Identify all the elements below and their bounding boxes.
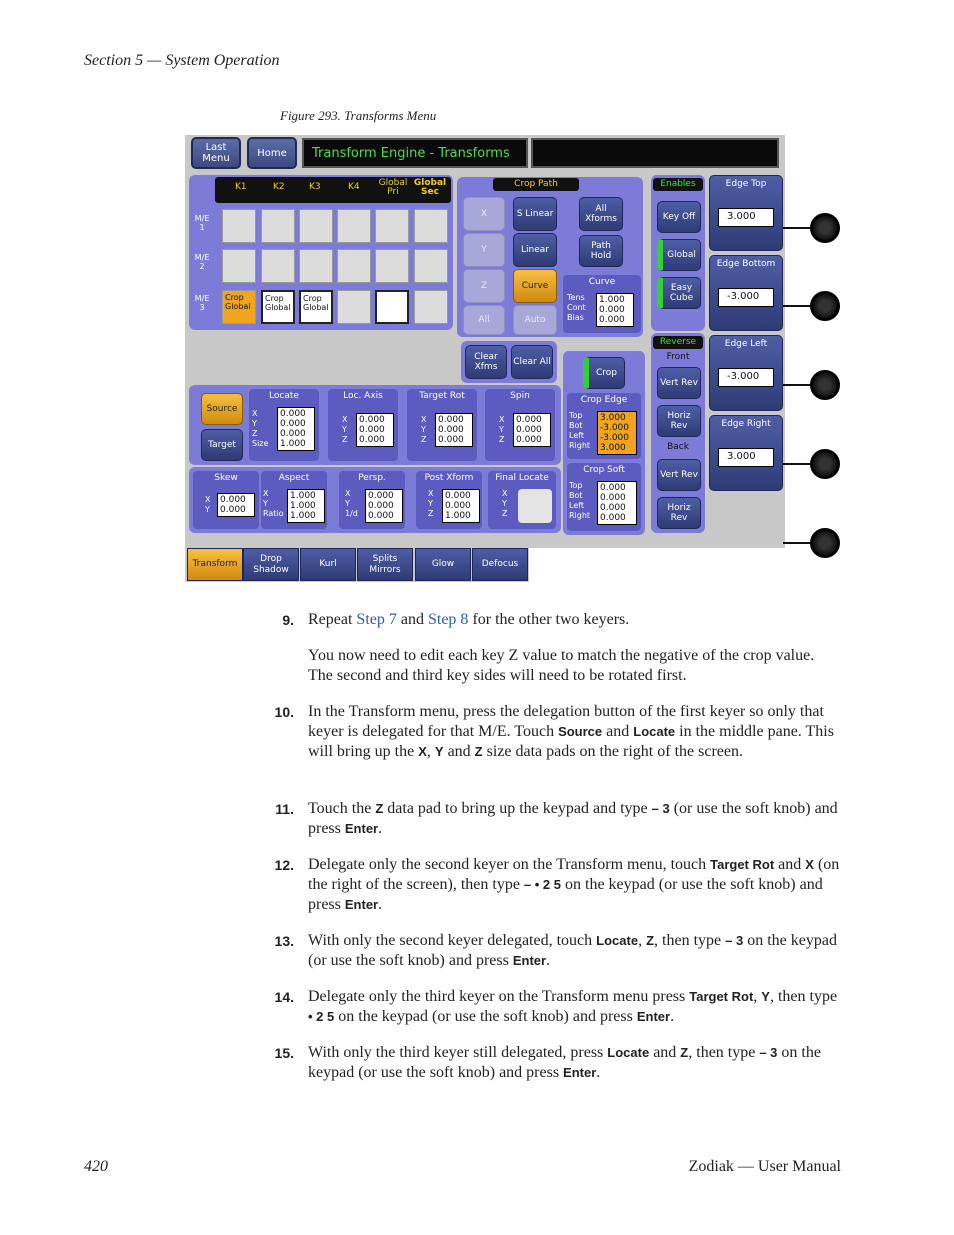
delegate-cell[interactable] xyxy=(414,249,448,283)
loc-axis-z: 0.000 xyxy=(359,435,385,445)
delegate-cell[interactable] xyxy=(337,290,371,324)
key-off-button[interactable]: Key Off xyxy=(657,201,701,233)
target-rot-x: 0.000 xyxy=(438,415,464,425)
delegate-cell[interactable] xyxy=(299,209,333,243)
text: With only the second keyer delegated, touch xyxy=(308,932,597,949)
skew-group[interactable] xyxy=(193,471,259,529)
crop-edge-value-box[interactable] xyxy=(597,411,637,455)
aspect-x: 1.000 xyxy=(290,491,316,501)
crop-path-label: Crop Path xyxy=(493,178,579,191)
delegate-cell[interactable] xyxy=(414,209,448,243)
edge-left-pad[interactable] xyxy=(709,335,783,411)
spin-x: 0.000 xyxy=(516,415,542,425)
axis-y: Y xyxy=(428,499,433,508)
text: , xyxy=(638,932,647,949)
tab-kurl[interactable]: Kurl xyxy=(300,548,356,581)
ui-term: X xyxy=(805,857,814,872)
target-rot-title: Target Rot xyxy=(419,391,465,401)
ui-term: Y xyxy=(761,989,770,1004)
persp-group[interactable] xyxy=(339,471,405,529)
ui-term: • 2 5 xyxy=(308,1009,335,1024)
ui-term: Enter xyxy=(563,1065,597,1080)
edge-left-label: Edge Left xyxy=(724,339,768,349)
locate-size: 1.000 xyxy=(280,439,306,449)
bot-label: Bot xyxy=(569,421,583,430)
text: In the Transform menu, press the delegation button of the first keyer so only that keyer is delegated for that M/E. Touch xyxy=(308,703,824,740)
text: in the middle pane. This will bring up the xyxy=(308,723,834,760)
loc-axis-x: 0.000 xyxy=(359,415,385,425)
front-label: Front xyxy=(666,352,690,362)
cont-value: 0.000 xyxy=(599,305,625,315)
crop-soft-title: Crop Soft xyxy=(583,465,625,475)
back-horiz-rev-button[interactable]: Horiz Rev xyxy=(657,497,701,529)
ui-term: Target Rot xyxy=(710,857,775,872)
text: Repeat xyxy=(308,611,357,628)
axis-z: Z xyxy=(499,435,505,444)
soft-knob-icon[interactable] xyxy=(810,528,840,558)
delegate-cell-me3-global-pri[interactable] xyxy=(375,290,409,324)
ui-term: Z xyxy=(680,1045,689,1060)
loc-axis-y: 0.000 xyxy=(359,425,385,435)
knob-leader-line xyxy=(783,227,813,229)
edge-left-value: -3.000 xyxy=(718,368,774,387)
keyer-label-k3: K3 xyxy=(309,182,321,192)
back-vert-rev-button[interactable]: Vert Rev xyxy=(657,459,701,491)
ui-term: Target Rot xyxy=(689,989,754,1004)
delegate-cell-me3-k3[interactable] xyxy=(299,290,333,324)
ui-term: Y xyxy=(434,744,444,759)
ui-term: X xyxy=(418,744,427,759)
post-xform-value-box[interactable] xyxy=(442,489,480,523)
final-locate-title: Final Locate xyxy=(495,473,549,483)
easy-cube-button[interactable]: Easy Cube xyxy=(657,277,701,309)
right-label: Right xyxy=(569,441,591,450)
top-label: Top xyxy=(569,481,583,490)
step-number: 14. xyxy=(274,989,294,1005)
manual-title: Zodiak — User Manual xyxy=(688,1158,841,1175)
axis-z: Z xyxy=(428,509,434,518)
axis-z: Z xyxy=(502,509,508,518)
step-text xyxy=(308,987,840,1027)
crop-button[interactable]: Crop xyxy=(583,357,625,389)
bias-label: Bias xyxy=(567,313,584,322)
cell-label: Crop Global xyxy=(265,294,291,312)
text: on the keypad (or use the soft knob) and press xyxy=(308,876,823,913)
text: , then type xyxy=(769,988,838,1005)
post-xform-group[interactable] xyxy=(416,471,482,529)
text: (or use the soft knob) and press xyxy=(308,800,838,837)
text: , then type xyxy=(654,932,726,949)
edge-bottom-value: -3.000 xyxy=(718,288,774,307)
text: and xyxy=(396,611,428,628)
locate-group[interactable] xyxy=(249,389,319,461)
crop-soft-bot: 0.000 xyxy=(600,493,626,503)
ui-term: Enter xyxy=(512,953,547,968)
step-text xyxy=(308,855,840,915)
source-button[interactable]: Source xyxy=(201,393,243,425)
cell-label: Crop Global xyxy=(303,294,329,312)
ui-term: Enter xyxy=(344,897,379,912)
step-text xyxy=(308,931,840,971)
path-z-button[interactable]: Z xyxy=(463,269,505,303)
loc-axis-title: Loc. Axis xyxy=(343,391,383,401)
axis-y: Y xyxy=(499,425,504,434)
post-xform-title: Post Xform xyxy=(424,473,474,483)
step-7-link[interactable]: Step 7 xyxy=(356,611,397,628)
keyer-label-k1: K1 xyxy=(235,182,247,192)
crop-edge-group xyxy=(567,393,641,459)
target-rot-y: 0.000 xyxy=(438,425,464,435)
text: Delegate only the third keyer on the Transform menu press xyxy=(308,988,690,1005)
axis-z: Z xyxy=(342,435,348,444)
cell-label: Crop Global xyxy=(225,293,251,311)
target-rot-value-box[interactable] xyxy=(435,413,473,447)
edge-top-pad[interactable] xyxy=(709,175,783,251)
keyer-header-strip xyxy=(215,177,451,203)
skew-value-box[interactable] xyxy=(217,493,255,517)
aspect-ratio: 1.000 xyxy=(290,511,316,521)
auto-button[interactable]: Auto xyxy=(513,305,557,335)
path-all-button[interactable]: All xyxy=(463,305,505,335)
ui-term: Enter xyxy=(344,821,379,836)
transforms-menu-screen xyxy=(185,135,785,582)
step-number: 11. xyxy=(275,801,294,817)
aspect-y: 1.000 xyxy=(290,501,316,511)
axis-x: X xyxy=(342,415,348,424)
crop-soft-group xyxy=(567,463,641,531)
soft-knob-icon[interactable] xyxy=(810,370,840,400)
step-text xyxy=(308,610,840,630)
post-xform-y: 0.000 xyxy=(445,501,471,511)
persp-y: 0.000 xyxy=(368,501,394,511)
axis-x: X xyxy=(421,415,427,424)
edge-bottom-label: Edge Bottom xyxy=(716,259,776,269)
curve-group-title: Curve xyxy=(588,277,616,287)
text: on the keypad (or use the soft knob) and press xyxy=(334,1008,637,1025)
ui-term: Locate xyxy=(633,724,676,739)
axis-y: Y xyxy=(421,425,426,434)
tab-drop-shadow[interactable]: Drop Shadow xyxy=(243,548,299,581)
step-number: 15. xyxy=(274,1045,294,1061)
aspect-value-box[interactable] xyxy=(287,489,325,523)
delegate-cell[interactable] xyxy=(414,290,448,324)
back-label: Back xyxy=(667,442,689,452)
skew-y: 0.000 xyxy=(220,505,246,515)
axis-x: X xyxy=(252,409,258,418)
step-number: 13. xyxy=(274,933,294,949)
edge-top-value: 3.000 xyxy=(718,208,774,227)
ui-term: Enter xyxy=(636,1009,671,1024)
screen-bottom-margin xyxy=(529,548,785,582)
knob-leader-line xyxy=(783,305,813,307)
ui-term: Locate xyxy=(607,1045,650,1060)
locate-y: 0.000 xyxy=(280,419,306,429)
axis-y: Y xyxy=(252,419,257,428)
last-menu-button[interactable]: Last Menu xyxy=(191,137,241,169)
knob-leader-line xyxy=(783,463,813,465)
tab-transform[interactable]: Transform xyxy=(187,548,243,581)
tcb-value-box[interactable] xyxy=(596,293,634,327)
post-xform-z: 1.000 xyxy=(445,511,471,521)
tab-defocus[interactable]: Defocus xyxy=(472,548,528,581)
text: and xyxy=(443,743,475,760)
text: and xyxy=(649,1044,681,1061)
step-number: 9. xyxy=(282,612,294,628)
title-status-bar xyxy=(531,138,779,168)
spin-title: Spin xyxy=(510,391,530,401)
tens-label: Tens xyxy=(567,293,585,302)
ui-term: Z xyxy=(474,744,483,759)
delegate-cell[interactable] xyxy=(261,209,295,243)
axis-x: X xyxy=(205,495,211,504)
text: Touch the xyxy=(308,800,376,817)
global-button[interactable]: Global xyxy=(657,239,701,271)
row-label-me1: M/E 1 xyxy=(194,214,210,232)
clear-xfms-button[interactable]: Clear Xfms xyxy=(465,345,507,379)
text: on the keypad (or use the soft knob) and press xyxy=(308,1044,821,1081)
axis-x: X xyxy=(263,489,269,498)
locate-title: Locate xyxy=(269,391,299,401)
spin-value-box[interactable] xyxy=(513,413,551,447)
text: size data pads on the right of the screen. xyxy=(482,743,743,760)
ui-term: Source xyxy=(558,724,603,739)
persp-title: Persp. xyxy=(358,473,386,483)
text: on the keypad (or use the soft knob) and press xyxy=(308,932,837,969)
ui-term: Z xyxy=(646,933,655,948)
right-label: Right xyxy=(569,511,591,520)
axis-z: Z xyxy=(421,435,427,444)
axis-size: Size xyxy=(252,439,269,448)
reverse-label: Reverse xyxy=(653,336,703,349)
delegate-cell[interactable] xyxy=(375,209,409,243)
edge-right-label: Edge Right xyxy=(721,419,771,429)
enables-label: Enables xyxy=(653,178,703,191)
step-text xyxy=(308,702,840,762)
aspect-title: Aspect xyxy=(278,473,310,483)
row-label-me3: M/E 3 xyxy=(194,294,210,312)
crop-edge-right: 3.000 xyxy=(600,443,626,453)
axis-z: Z xyxy=(252,429,258,438)
loc-axis-group[interactable] xyxy=(328,389,398,461)
spin-y: 0.000 xyxy=(516,425,542,435)
loc-axis-value-box[interactable] xyxy=(356,413,394,447)
final-locate-group[interactable] xyxy=(488,471,556,529)
edge-right-pad[interactable] xyxy=(709,415,783,491)
section-header: Section 5 — System Operation xyxy=(84,52,280,69)
edge-bottom-pad[interactable] xyxy=(709,255,783,331)
left-label: Left xyxy=(569,431,585,440)
bias-value: 0.000 xyxy=(599,315,625,325)
keyer-label-global-pri: Global Pri xyxy=(378,178,408,197)
ui-term: Z xyxy=(375,801,384,816)
locate-x: 0.000 xyxy=(280,409,306,419)
aspect-group[interactable] xyxy=(261,471,327,529)
axis-y: Y xyxy=(342,425,347,434)
text: and xyxy=(602,723,634,740)
axis-x: X xyxy=(345,489,351,498)
skew-title: Skew xyxy=(214,473,238,483)
delegate-cell[interactable] xyxy=(299,249,333,283)
persp-1d: 0.000 xyxy=(368,511,394,521)
crop-soft-top: 0.000 xyxy=(600,483,626,493)
crop-edge-top: 3.000 xyxy=(600,413,626,423)
step-text xyxy=(308,799,840,839)
path-x-button[interactable]: X xyxy=(463,197,505,231)
axis-1d: 1/d xyxy=(345,509,358,518)
keyer-label-k4: K4 xyxy=(348,182,360,192)
axis-x: X xyxy=(499,415,505,424)
ui-term: – 3 xyxy=(759,1045,778,1060)
delegate-cell[interactable] xyxy=(222,249,256,283)
edge-top-label: Edge Top xyxy=(725,179,767,189)
crop-edge-bot: -3.000 xyxy=(600,423,630,433)
delegate-cell[interactable] xyxy=(261,249,295,283)
ui-term: – • 2 5 xyxy=(523,877,561,892)
delegate-cell[interactable] xyxy=(375,249,409,283)
text: and xyxy=(774,856,806,873)
locate-value-box[interactable] xyxy=(277,407,315,451)
knob-leader-line xyxy=(783,542,813,544)
ui-term: Locate xyxy=(596,933,639,948)
ui-term: – 3 xyxy=(725,933,744,948)
clear-all-button[interactable]: Clear All xyxy=(511,345,553,379)
tens-value: 1.000 xyxy=(599,295,625,305)
s-linear-button[interactable]: S Linear xyxy=(513,197,557,231)
axis-ratio: Ratio xyxy=(263,509,284,518)
front-horiz-rev-button[interactable]: Horiz Rev xyxy=(657,405,701,437)
target-button[interactable]: Target xyxy=(201,429,243,461)
crop-edge-left: -3.000 xyxy=(600,433,630,443)
axis-y: Y xyxy=(502,499,507,508)
axis-y: Y xyxy=(263,499,268,508)
soft-knob-icon[interactable] xyxy=(810,449,840,479)
delegate-cell[interactable] xyxy=(337,249,371,283)
text: , xyxy=(426,743,435,760)
text: . xyxy=(378,820,383,837)
ui-term: – 3 xyxy=(651,801,670,816)
all-xforms-button[interactable]: All Xforms xyxy=(579,197,623,231)
soft-knob-icon[interactable] xyxy=(810,213,840,243)
page-number: 420 xyxy=(84,1158,108,1175)
text: . xyxy=(546,952,551,969)
spin-z: 0.000 xyxy=(516,435,542,445)
text: With only the third keyer still delegated, press xyxy=(308,1044,608,1061)
delegate-cell-me3-k2[interactable] xyxy=(261,290,295,324)
persp-value-box[interactable] xyxy=(365,489,403,523)
step-number: 10. xyxy=(274,704,294,720)
tab-glow[interactable]: Glow xyxy=(415,548,471,581)
text: (on the right of the screen), then type xyxy=(308,856,840,893)
crop-soft-value-box[interactable] xyxy=(597,481,637,525)
bot-label: Bot xyxy=(569,491,583,500)
spin-group[interactable] xyxy=(485,389,555,461)
knob-leader-line xyxy=(783,384,813,386)
crop-soft-right: 0.000 xyxy=(600,513,626,523)
curve-button[interactable]: Curve xyxy=(513,269,557,303)
text: , xyxy=(753,988,762,1005)
final-locate-value-box[interactable] xyxy=(518,489,552,523)
text: data pad to bring up the keypad and type xyxy=(383,800,652,817)
linear-button[interactable]: Linear xyxy=(513,233,557,267)
front-vert-rev-button[interactable]: Vert Rev xyxy=(657,367,701,399)
text: . xyxy=(596,1064,601,1081)
delegate-cell[interactable] xyxy=(337,209,371,243)
crop-edge-title: Crop Edge xyxy=(580,395,628,405)
home-button[interactable]: Home xyxy=(247,137,297,169)
text: . xyxy=(670,1008,675,1025)
delegate-cell-me3-k1[interactable] xyxy=(222,290,256,324)
tab-splits-mirrors[interactable]: Splits Mirrors xyxy=(357,548,413,581)
text: Delegate only the second keyer on the Transform menu, touch xyxy=(308,856,711,873)
figure-caption: Figure 293. Transforms Menu xyxy=(280,108,437,123)
skew-x: 0.000 xyxy=(220,495,246,505)
locate-z: 0.000 xyxy=(280,429,306,439)
text: . xyxy=(378,896,383,913)
delegate-cell[interactable] xyxy=(222,209,256,243)
paragraph: You now need to edit each key Z value to match the negative of the crop value. The second and third key sides will need to be rotated first. xyxy=(308,647,815,684)
keyer-label-k2: K2 xyxy=(273,182,285,192)
edge-right-value: 3.000 xyxy=(718,448,774,467)
keyer-label-global-sec: Global Sec xyxy=(413,178,447,197)
step-text xyxy=(308,1043,840,1083)
cont-label: Cont xyxy=(567,303,586,312)
curve-group xyxy=(563,275,641,333)
soft-knob-icon[interactable] xyxy=(810,291,840,321)
left-label: Left xyxy=(569,501,585,510)
path-y-button[interactable]: Y xyxy=(463,233,505,267)
row-label-me2: M/E 2 xyxy=(194,253,210,271)
axis-y: Y xyxy=(205,505,210,514)
target-rot-z: 0.000 xyxy=(438,435,464,445)
post-xform-x: 0.000 xyxy=(445,491,471,501)
step-number: 12. xyxy=(274,857,294,873)
menu-title: Transform Engine - Transforms xyxy=(302,138,528,168)
text: , then type xyxy=(688,1044,760,1061)
axis-y: Y xyxy=(345,499,350,508)
persp-x: 0.000 xyxy=(368,491,394,501)
axis-x: X xyxy=(502,489,508,498)
text: for the other two keyers. xyxy=(468,611,630,628)
top-label: Top xyxy=(569,411,583,420)
axis-x: X xyxy=(428,489,434,498)
step-8-link[interactable]: Step 8 xyxy=(427,611,469,628)
crop-soft-left: 0.000 xyxy=(600,503,626,513)
target-rot-group[interactable] xyxy=(407,389,477,461)
path-hold-button[interactable]: Path Hold xyxy=(579,235,623,267)
